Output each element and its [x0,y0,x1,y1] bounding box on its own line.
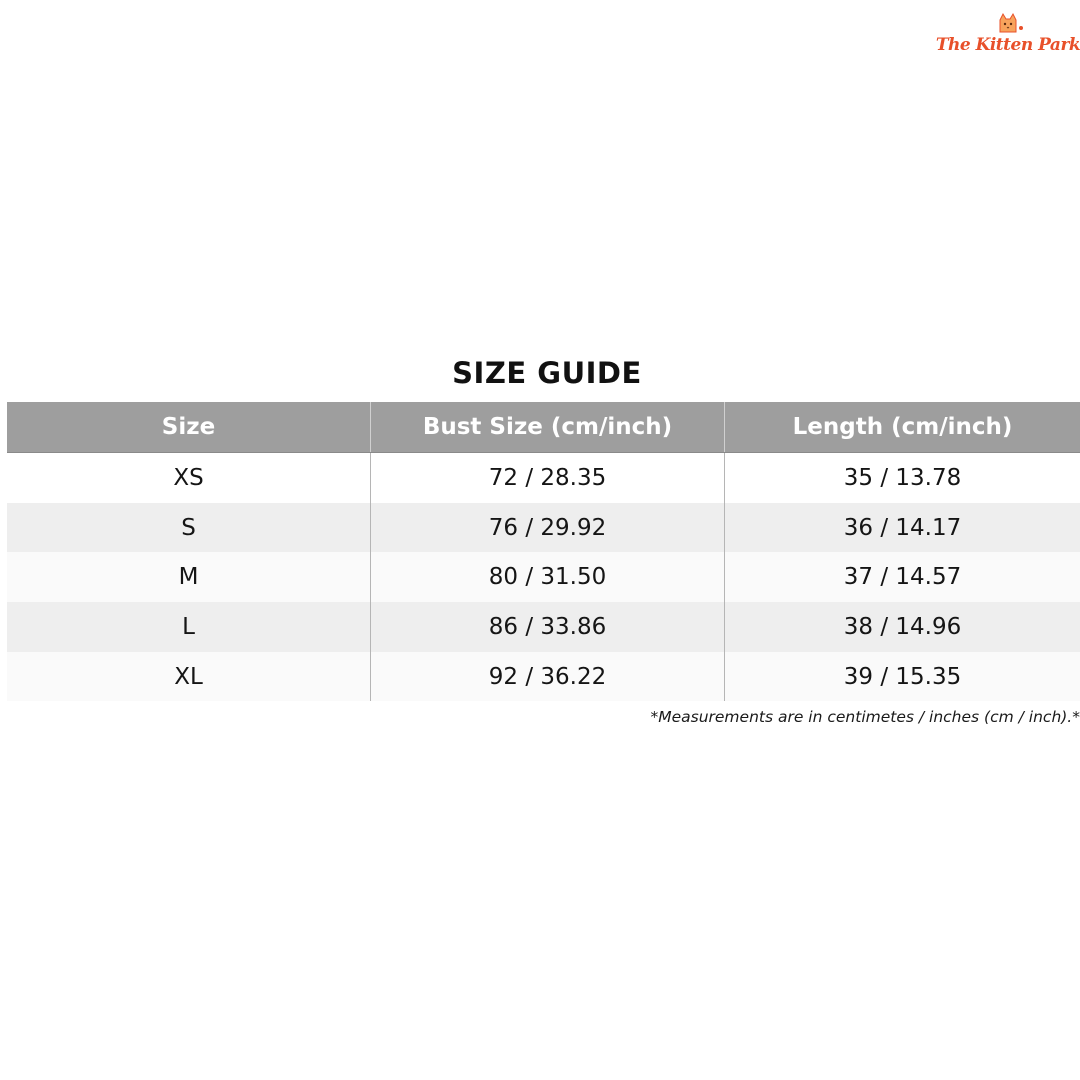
size-cell: S [7,503,371,553]
length-cell: 38 / 14.96 [843,613,962,640]
length-cell: 36 / 14.17 [843,514,962,541]
bust-cell: 72 / 28.35 [371,453,725,503]
table-row [7,652,1080,702]
cat-icon [990,12,1026,34]
size-cell: M [7,552,371,602]
length-cell: 35 / 13.78 [843,464,962,491]
bust-cell: 76 / 29.92 [371,503,725,553]
length-cell: 39 / 15.35 [843,663,962,690]
table-row [7,602,1080,652]
column-header-length: Length (cm/inch) [792,414,1013,440]
table-row [7,453,1080,503]
bust-cell: 92 / 36.22 [371,652,725,702]
page-title: SIZE GUIDE [452,356,642,390]
column-header-size: Size [7,402,371,452]
table-row [7,503,1080,553]
measurement-note: *Measurements are in centimetes / inches (cm / inch).* [650,708,1080,726]
size-table [7,402,1080,701]
brand-logo [935,12,1080,66]
size-cell: XL [7,652,371,702]
bust-cell: 86 / 33.86 [371,602,725,652]
table-row [7,552,1080,602]
size-cell: XS [7,453,371,503]
column-header-bust: Bust Size (cm/inch) [371,402,725,452]
bust-cell: 80 / 31.50 [371,552,725,602]
table-header-row [7,402,1080,453]
brand-name: The Kitten Park [935,35,1080,55]
size-cell: L [7,602,371,652]
length-cell: 37 / 14.57 [843,564,962,591]
